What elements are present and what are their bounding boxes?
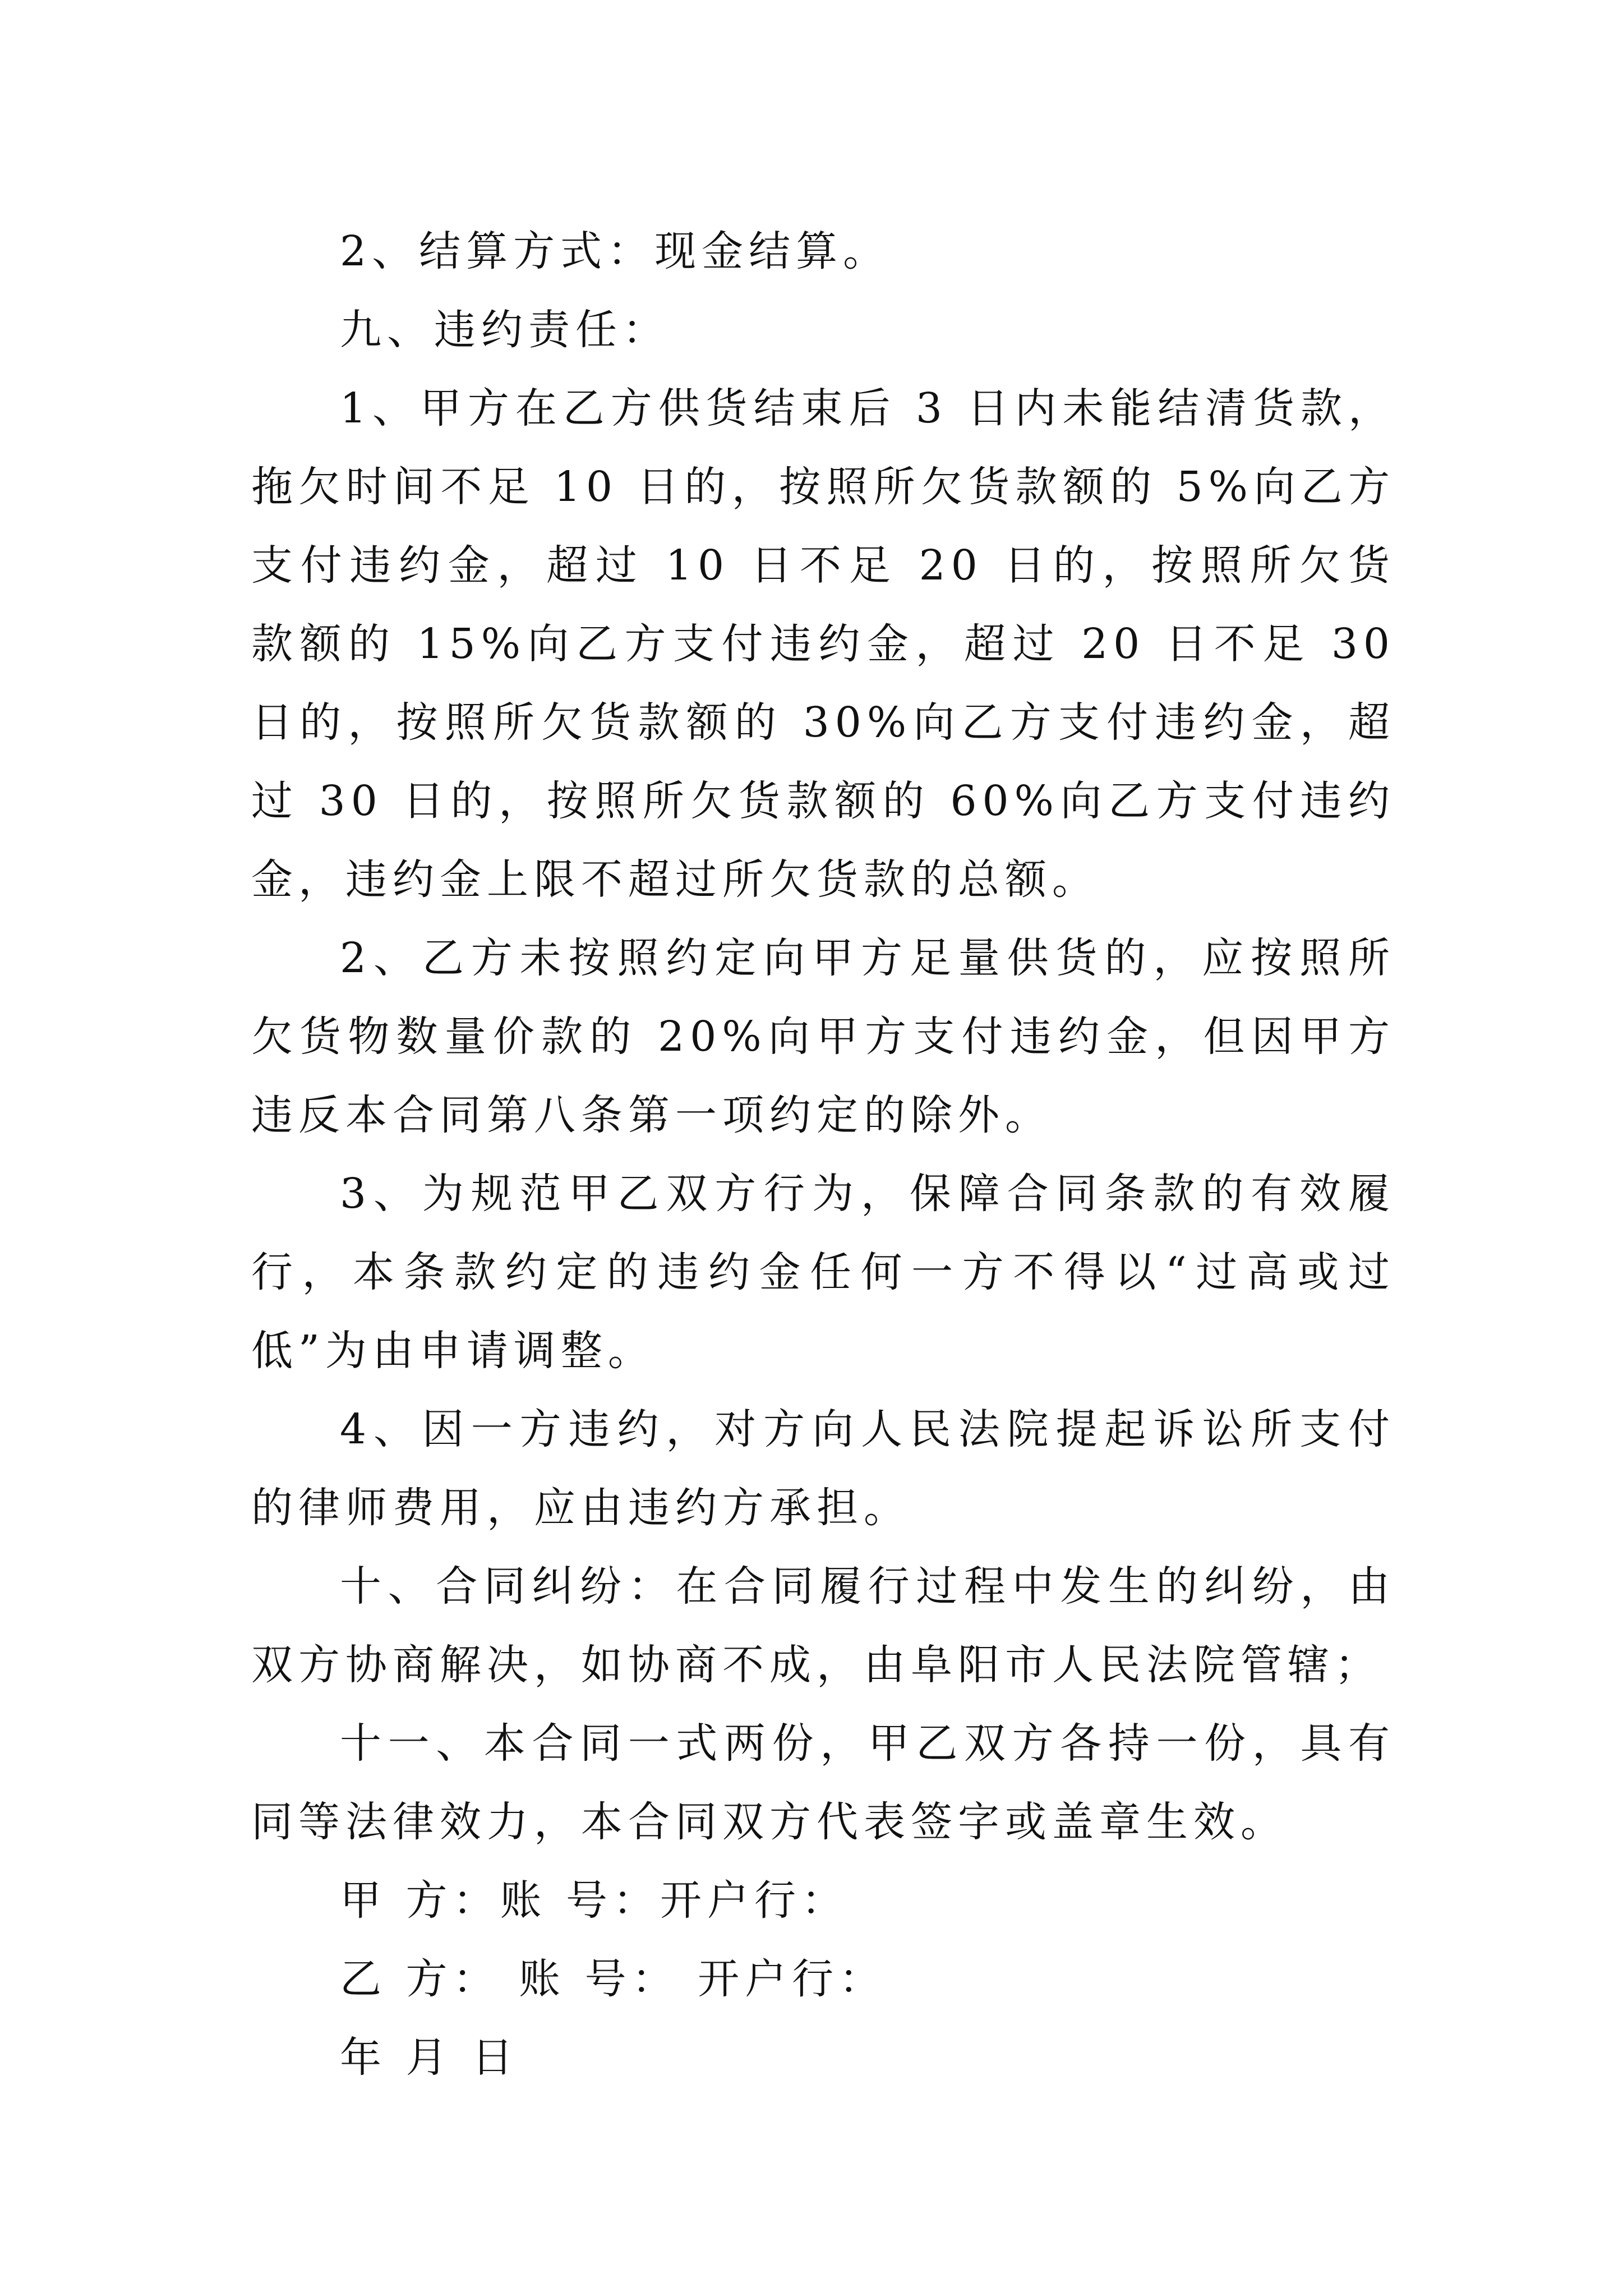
settlement-method-paragraph: 2、结算方式：现金结算。 [340,227,891,275]
party-b-signature-line: 乙 方： 账 号： 开户行： [340,1955,887,2003]
dispute-clause: 十、合同纠纷：在合同履行过程中发生的纠纷，由双方协商解决，如协商不成，由阜阳市人民法院管辖； [251,1562,1395,1689]
copies-clause: 十一、本合同一式两份，甲乙双方各持一份，具有同等法律效力，本合同双方代表签字或盖章生效。 [251,1719,1395,1846]
date-line: 年 月 日 [340,2033,519,2082]
breach-clause-2: 2、乙方未按照约定向甲方足量供货的，应按照所欠货物数量价款的 20%向甲方支付违约金，但因甲方违反本合同第八条第一项约定的除外。 [251,934,1395,1139]
party-a-signature-line: 甲 方：账 号：开户行： [340,1876,849,1925]
document-body [251,212,1395,2097]
breach-clause-4: 4、因一方违约，对方向人民法院提起诉讼所支付的律师费用，应由违约方承担。 [251,1405,1395,1532]
breach-clause-3: 3、为规范甲乙双方行为，保障合同条款的有效履行，本条款约定的违约金任何一方不得以“过高或过低”为由申请调整。 [251,1170,1395,1375]
breach-clause-1: 1、甲方在乙方供货结束后 3 日内未能结清货款，拖欠时间不足 10 日的，按照所欠货款额的 5%向乙方支付违约金，超过 10 日不足 20 日的，按照所欠货款额的 15%向乙方支付违约金，超过 20 日不足 30 日的，按照所欠货款额的 30%向乙方支付违约金，超过 30 日的，按照所欠货款额的 60%向乙方支付违约金，违约金上限不超过所欠货款的总额。 [251,384,1395,904]
breach-liability-heading: 九、违约责任： [340,306,670,354]
